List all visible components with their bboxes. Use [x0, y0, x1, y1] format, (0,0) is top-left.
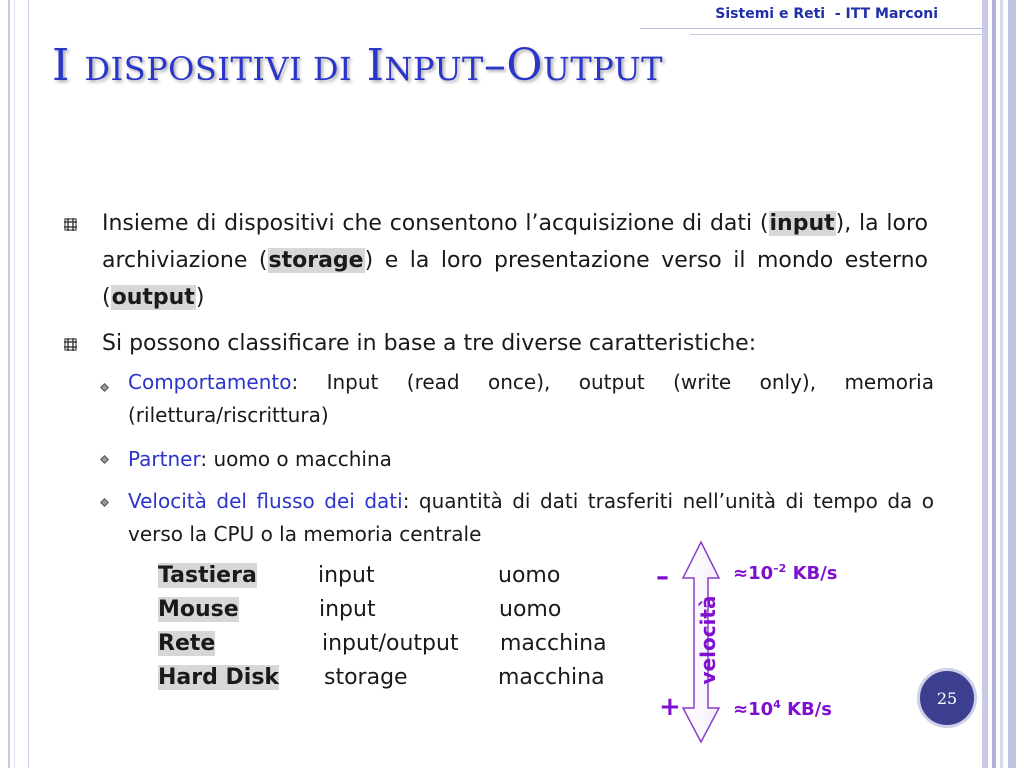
bullet-text: Si possono classificare in base a tre diverse caratteristiche: [102, 331, 757, 356]
speed-high-value: $\approx 10^4$ KB/s [733, 698, 833, 720]
title-letter: I [52, 40, 70, 91]
device-name: Rete [158, 631, 216, 656]
title-word: UTPUT [542, 50, 663, 88]
right-border-band [1008, 0, 1016, 768]
device-partner: uomo [498, 563, 561, 588]
title-word: DISPOSITIVI DI [84, 50, 353, 88]
right-border-band [982, 0, 988, 768]
bullet-text: Insieme di dispositivi che consentono l’acquisizione di dati (input), la loro archiviazione (storage) e la loro presentazione verso il mondo esterno (output) [102, 211, 929, 310]
device-io: input [318, 563, 375, 588]
device-row [158, 665, 628, 699]
keyword-input: input [769, 211, 835, 236]
diamond-bullet-icon [100, 455, 109, 464]
sub-bullet-keyword: Comportamento [128, 370, 292, 394]
device-io: storage [324, 665, 408, 690]
slide-header: Sistemi e Reti - ITT Marconi [715, 6, 938, 22]
page-number-badge: 25 [917, 668, 977, 728]
title-letter: I [366, 40, 385, 91]
sub-bullet-keyword: Velocità del flusso dei dati [128, 489, 403, 513]
sub-bullet-text: Partner: uomo o macchina [128, 447, 392, 471]
left-border-line [14, 0, 15, 768]
speed-plus-sign: + [659, 692, 681, 722]
square-bullet-icon [64, 338, 77, 351]
right-border-band [1000, 0, 1003, 768]
device-name: Hard Disk [158, 665, 280, 690]
header-rule [690, 34, 984, 35]
sub-bullet-text: Velocità del flusso dei dati: quantità di dati trasferiti nell’unità di tempo da o verso la CPU o la memoria centrale [128, 489, 935, 546]
device-table [158, 563, 628, 703]
left-border-line [8, 0, 10, 768]
speed-axis-label: velocità [696, 595, 720, 685]
title-word: NPUT [384, 50, 484, 88]
title-letter: O [506, 40, 543, 91]
keyword-storage: storage [268, 248, 364, 273]
device-partner: macchina [498, 665, 605, 690]
device-name: Mouse [158, 597, 239, 622]
device-partner: uomo [499, 597, 562, 622]
speed-low-value: $\approx 10^{-2}$ KB/s [733, 562, 838, 584]
device-name: Tastiera [158, 563, 257, 588]
device-row [158, 597, 628, 631]
device-row [158, 631, 628, 665]
sub-bullet-text: Comportamento: Input (read once), output (write only), memoria (rilettura/riscrittura) [128, 370, 934, 427]
square-bullet-icon [64, 218, 77, 231]
speed-minus-sign: – [656, 562, 669, 592]
slide-title [52, 40, 663, 91]
diamond-bullet-icon [100, 498, 109, 507]
sub-bullet-keyword: Partner [128, 447, 201, 471]
diamond-bullet-icon [100, 383, 109, 392]
title-dash: – [483, 40, 507, 91]
keyword-output: output [111, 285, 195, 310]
device-io: input/output [322, 631, 459, 656]
device-row [158, 563, 628, 597]
right-border-band [992, 0, 996, 768]
device-partner: macchina [500, 631, 607, 656]
left-border-line [28, 0, 29, 768]
device-io: input [319, 597, 376, 622]
header-rule [640, 28, 984, 29]
